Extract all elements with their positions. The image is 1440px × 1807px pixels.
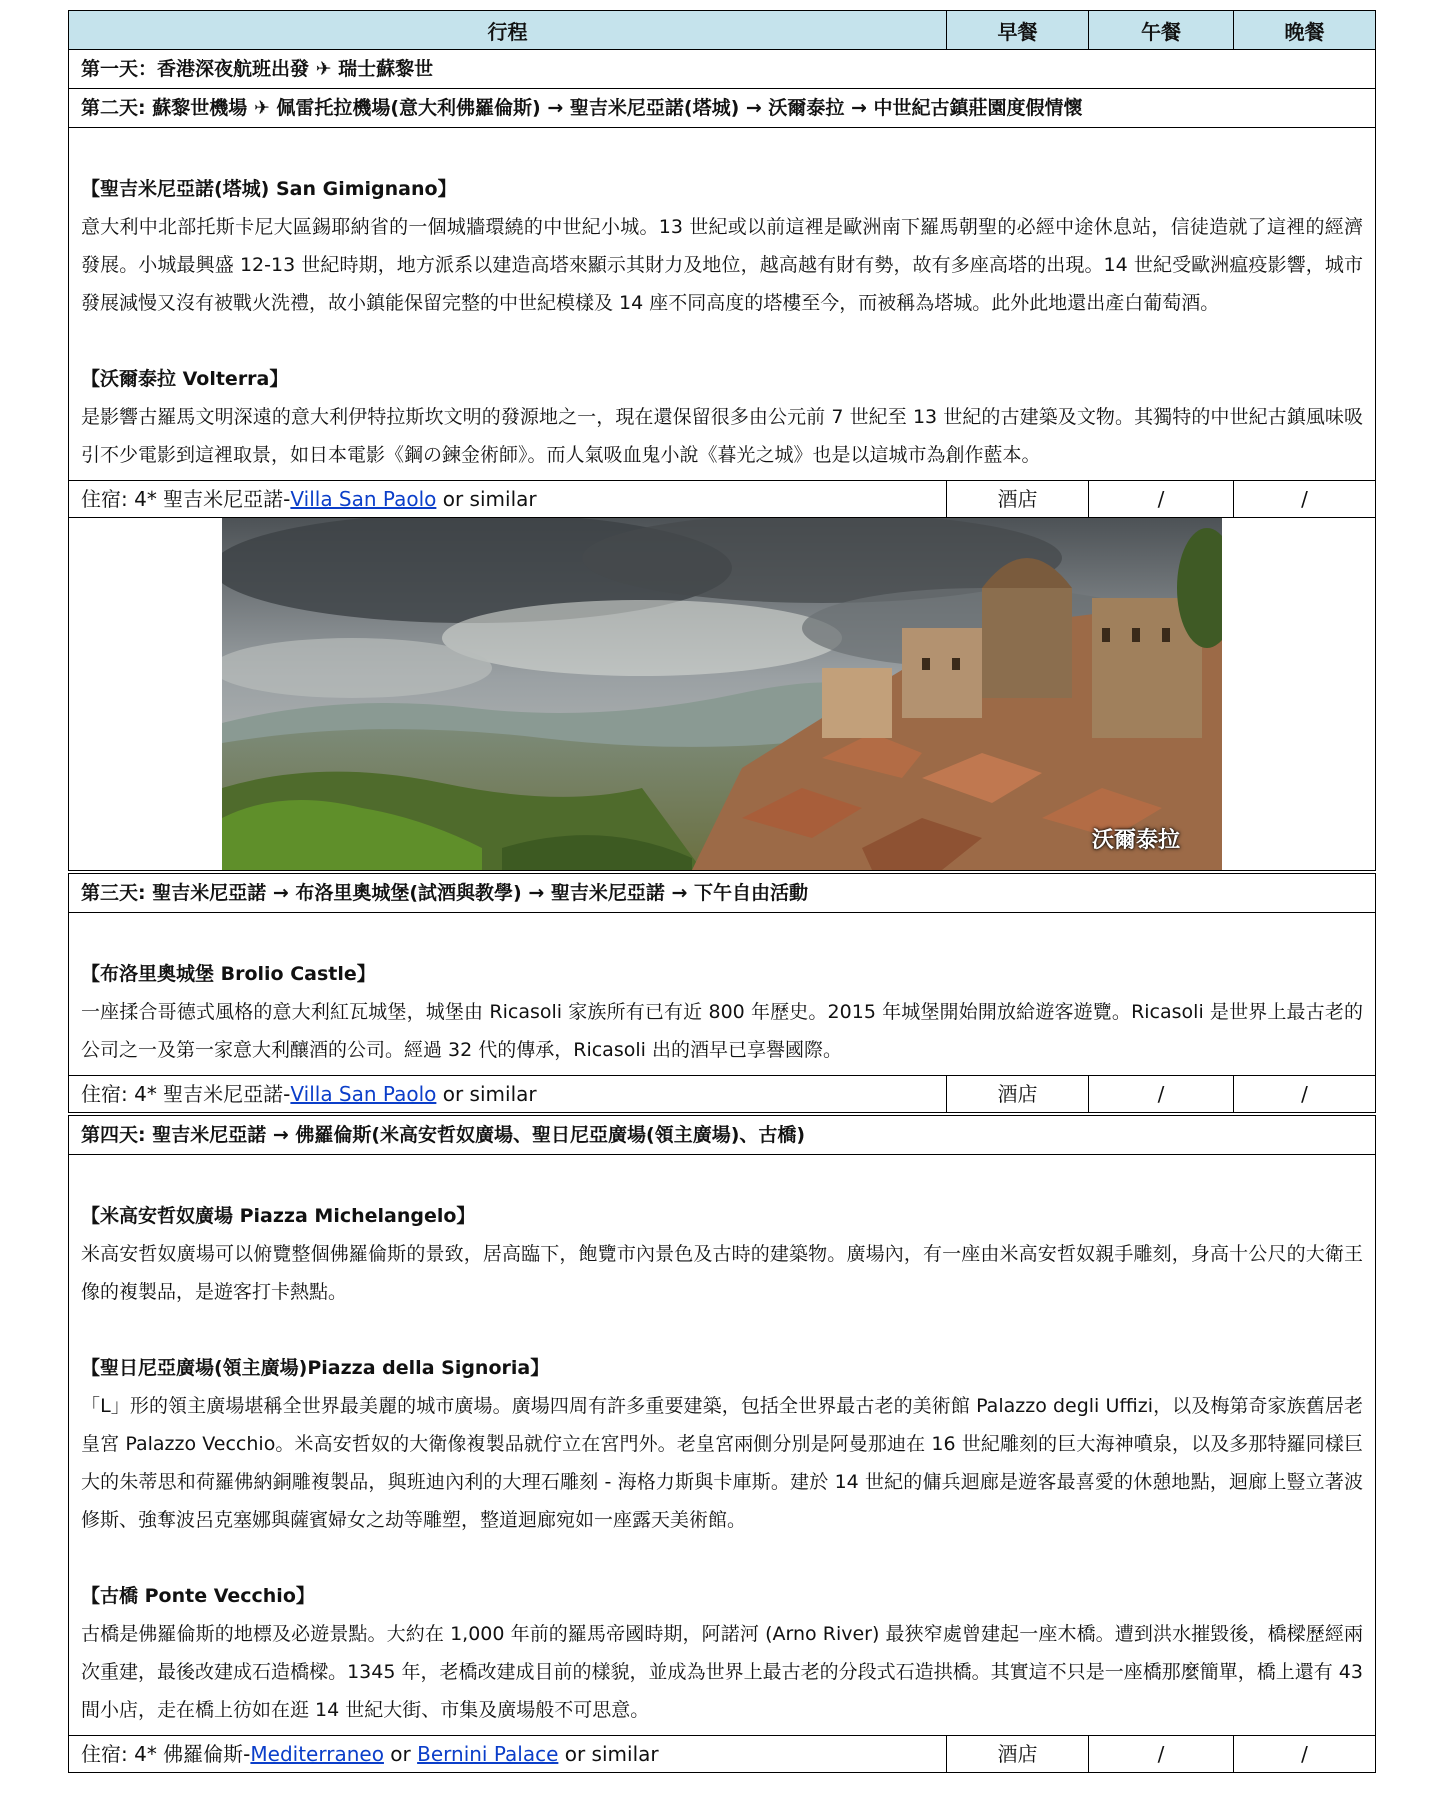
meal-lunch: /: [1089, 481, 1234, 518]
day4-body-row: [69, 1155, 1376, 1736]
meal-dinner: /: [1234, 1736, 1376, 1773]
meal-dinner: /: [1234, 481, 1376, 518]
day3-body-row: [69, 913, 1376, 1076]
day3-title-row: [69, 872, 1376, 913]
hotel-link[interactable]: Villa San Paolo: [290, 1082, 437, 1106]
header-lunch: 午餐: [1089, 11, 1234, 50]
meal-dinner: /: [1234, 1076, 1376, 1115]
hotel-link[interactable]: Bernini Palace: [417, 1742, 559, 1766]
section-text: 意大利中北部托斯卡尼大區錫耶納省的一個城牆環繞的中世紀小城。13 世紀或以前這裡是歐洲南下羅馬朝聖的必經中途休息站，信徒造就了這裡的經濟發展。小城最興盛 12-13 世紀時期，地方派系以建造高塔來顯示其財力及地位，越高越有財有勢，故有多座高塔的出現。14 世紀受歐洲瘟疫影響，城市發展減慢又沒有被戰火洗禮，故小鎮能保留完整的中世紀模樣及 14 座不同高度的塔樓至今，而被稱為塔城。此外此地還出產白葡萄酒。: [81, 216, 1363, 314]
section-heading: 【聖日尼亞廣場(領主廣場)Piazza della Signoria】: [81, 1357, 550, 1379]
day2-title: 第二天: 蘇黎世機場 ✈ 佩雷托拉機場(意大利佛羅倫斯) → 聖吉米尼亞諾(塔城) → 沃爾泰拉 → 中世紀古鎮莊園度假情懷: [69, 89, 1376, 128]
photo-caption: 沃爾泰拉: [1091, 828, 1180, 853]
itinerary-sheet: [68, 10, 1375, 1773]
day3-title: 第三天: 聖吉米尼亞諾 → 布洛里奧城堡(試酒與教學) → 聖吉米尼亞諾 → 下午自由活動: [69, 872, 1376, 913]
header-itinerary: 行程: [69, 11, 947, 50]
day1-row: [69, 50, 1376, 89]
day2-body: [69, 128, 1376, 481]
day3-stay-row: [69, 1076, 1376, 1115]
day2-body-row: [69, 128, 1376, 481]
meal-breakfast: 酒店: [947, 1076, 1089, 1115]
hotel-link[interactable]: Mediterraneo: [250, 1742, 384, 1766]
section-heading: 【布洛里奧城堡 Brolio Castle】: [81, 963, 376, 985]
volterra-photo: [222, 518, 1222, 870]
section-text: 是影響古羅馬文明深遠的意大利伊特拉斯坎文明的發源地之一，現在還保留很多由公元前 7 世紀至 13 世紀的古建築及文物。其獨特的中世紀古鎮風味吸引不少電影到這裡取景，如日本電影《鋼の鍊金術師》。而人氣吸血鬼小說《暮光之城》也是以這城市為創作藍本。: [81, 406, 1363, 466]
table-header-row: [69, 11, 1376, 50]
day2-stay-row: [69, 481, 1376, 518]
itinerary-table: [68, 10, 1376, 1773]
day2-photo-row: [69, 518, 1376, 873]
section-heading: 【聖吉米尼亞諾(塔城) San Gimignano】: [81, 178, 457, 200]
stay-prefix: 住宿: 4* 聖吉米尼亞諾-: [81, 487, 291, 511]
hotel-link[interactable]: Villa San Paolo: [290, 487, 437, 511]
meal-breakfast: 酒店: [947, 1736, 1089, 1773]
meal-lunch: /: [1089, 1736, 1234, 1773]
stay-prefix: 住宿: 4* 佛羅倫斯-: [81, 1742, 251, 1766]
day4-body: [69, 1155, 1376, 1736]
stay-info: [69, 1076, 947, 1115]
day3-body: [69, 913, 1376, 1076]
section-text: 米高安哲奴廣場可以俯覽整個佛羅倫斯的景致，居高臨下，飽覽市內景色及古時的建築物。廣場內，有一座由米高安哲奴親手雕刻，身高十公尺的大衛王像的複製品，是遊客打卡熱點。: [81, 1243, 1363, 1303]
stay-suffix: or similar: [436, 487, 537, 511]
header-breakfast: 早餐: [947, 11, 1089, 50]
day4-stay-row: [69, 1736, 1376, 1773]
day4-title: 第四天: 聖吉米尼亞諾 → 佛羅倫斯(米高安哲奴廣場、聖日尼亞廣場(領主廣場)、古橋): [69, 1114, 1376, 1155]
header-dinner: 晚餐: [1234, 11, 1376, 50]
day1-title: 第一天：香港深夜航班出發 ✈ 瑞士蘇黎世: [69, 50, 1376, 89]
section-text: 古橋是佛羅倫斯的地標及必遊景點。大約在 1,000 年前的羅馬帝國時期，阿諾河 (Arno River) 最狹窄處曾建起一座木橋。遭到洪水摧毀後，橋樑歷經兩次重建，最後改建成石造橋樑。1345 年，老橋改建成目前的樣貌，並成為世界上最古老的分段式石造拱橋。其實這不只是一座橋那麼簡單，橋上還有 43 間小店，走在橋上彷如在逛 14 世紀大街、市集及廣場般不可思意。: [81, 1623, 1363, 1721]
meal-breakfast: 酒店: [947, 481, 1089, 518]
photo-cell: [69, 518, 1376, 873]
section-heading: 【古橋 Ponte Vecchio】: [81, 1585, 315, 1607]
day4-title-row: [69, 1114, 1376, 1155]
section-text: 「L」形的領主廣場堪稱全世界最美麗的城市廣場。廣場四周有許多重要建築，包括全世界最古老的美術館 Palazzo degli Uffizi，以及梅第奇家族舊居老皇宮 Palazzo Vecchio。米高安哲奴的大衛像複製品就佇立在宮門外。老皇宮兩側分別是阿曼那迪在 16 世紀雕刻的巨大海神噴泉，以及多那特羅同樣巨大的朱蒂思和荷羅佛納銅雕複製品，與班迪內利的大理石雕刻 - 海格力斯與卡庫斯。建於 14 世紀的傭兵迴廊是遊客最喜愛的休憩地點，迴廊上豎立著波修斯、強奪波呂克塞娜與薩賓婦女之劫等雕塑，整道迴廊宛如一座露天美術館。: [81, 1395, 1363, 1531]
section-heading: 【米高安哲奴廣場 Piazza Michelangelo】: [81, 1205, 476, 1227]
section-heading: 【沃爾泰拉 Volterra】: [81, 368, 289, 390]
stay-info: [69, 1736, 947, 1773]
stay-or: or: [383, 1742, 418, 1766]
meal-lunch: /: [1089, 1076, 1234, 1115]
stay-prefix: 住宿: 4* 聖吉米尼亞諾-: [81, 1082, 291, 1106]
stay-suffix: or similar: [436, 1082, 537, 1106]
section-text: 一座揉合哥德式風格的意大利紅瓦城堡，城堡由 Ricasoli 家族所有已有近 800 年歷史。2015 年城堡開始開放給遊客遊覽。Ricasoli 是世界上最古老的公司之一及第一家意大利釀酒的公司。經過 32 代的傳承，Ricasoli 出的酒早已享譽國際。: [81, 1001, 1363, 1061]
stay-suffix: or similar: [558, 1742, 659, 1766]
day2-title-row: [69, 89, 1376, 128]
stay-info: [69, 481, 947, 518]
